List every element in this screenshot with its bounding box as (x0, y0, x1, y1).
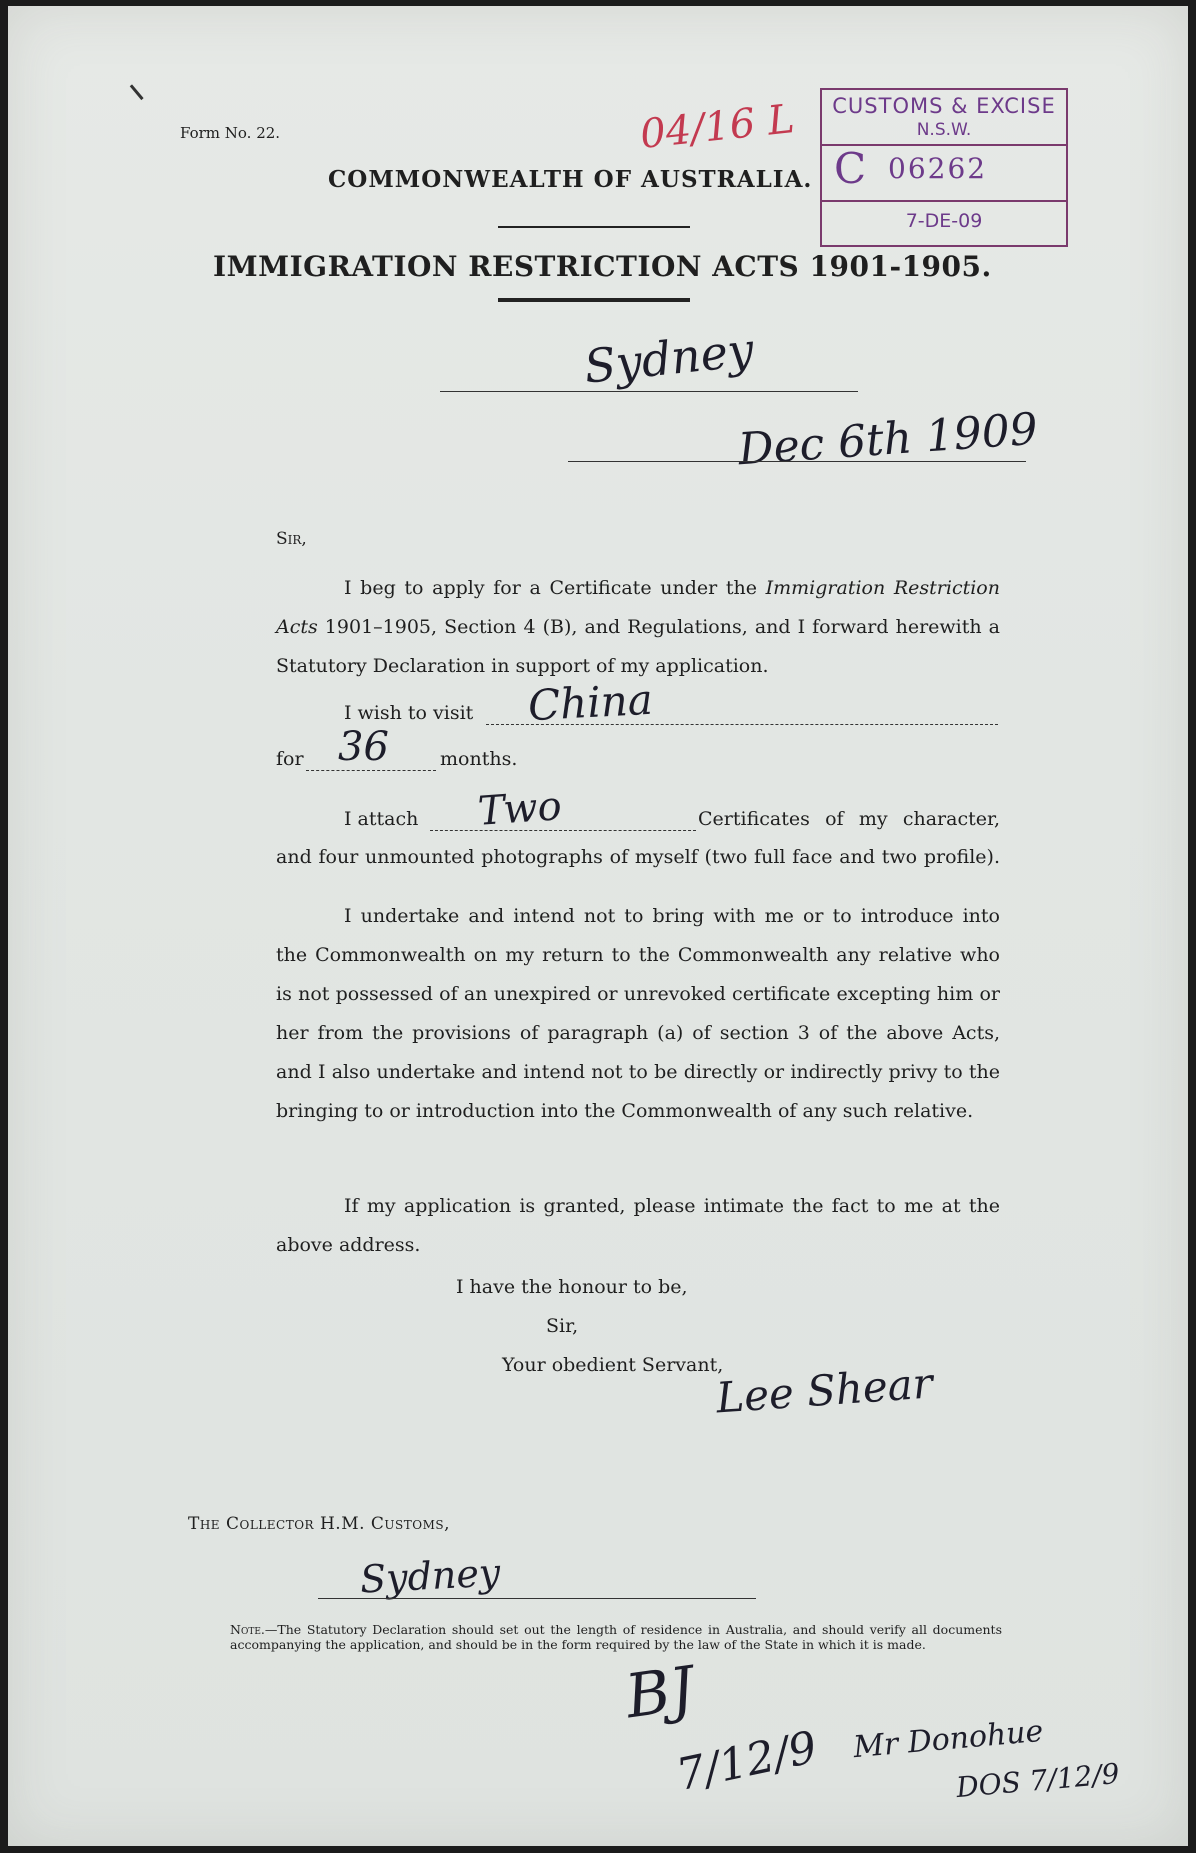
addressee-line (318, 1598, 756, 1599)
document-page (8, 6, 1188, 1846)
p1-text-a: I beg to apply for a Certificate under the (344, 577, 766, 599)
address-place-handwritten: Sydney (581, 322, 757, 394)
paragraph-application (276, 569, 1000, 686)
title-commonwealth: COMMONWEALTH OF AUSTRALIA. (328, 166, 813, 193)
addressee-place-handwritten: Sydney (358, 1550, 502, 1602)
title-rule (498, 226, 690, 228)
visit-label: I wish to visit (344, 702, 474, 724)
attach-count-handwritten: Two (476, 783, 564, 835)
stamp-line2: N.S.W. (916, 120, 972, 140)
address-place-line (440, 391, 858, 392)
attach-line (430, 830, 696, 831)
initials-date-handwritten: 7/12/9 (672, 1721, 822, 1802)
officer-initials-handwritten: DOS 7/12/9 (954, 1756, 1121, 1805)
stamp-date: 7-DE-09 (905, 210, 983, 232)
stamp-divider (822, 200, 1066, 202)
for-line (306, 770, 436, 771)
footnote-label: Note. (230, 1622, 265, 1637)
initials-handwritten: BJ (621, 1653, 699, 1733)
months-label: months. (440, 748, 518, 770)
binding-mark (130, 78, 152, 100)
salutation: Sir, (276, 529, 307, 549)
officer-handwritten: Mr Donohue (851, 1713, 1045, 1766)
visit-destination-handwritten: China (526, 674, 654, 731)
title-acts: IMMIGRATION RESTRICTION ACTS 1901-1905. (213, 250, 992, 283)
photos-text: and four unmounted photographs of myself (two full face and two profile). (276, 846, 1000, 868)
address-date-line (568, 461, 1026, 462)
stamp-number: 06262 (888, 152, 988, 185)
for-label: for (276, 748, 304, 770)
addressee-title: The Collector H.M. Customs, (188, 1514, 451, 1534)
stamp-line1: CUSTOMS & EXCISE (832, 94, 1056, 118)
footnote (230, 1622, 1002, 1652)
address-date-handwritten: Dec 6th 1909 (736, 403, 1040, 476)
customs-stamp (820, 88, 1068, 247)
attach-suffix: Certificates of my character, (698, 808, 1000, 830)
closing-line1: I have the honour to be, (456, 1276, 688, 1298)
closing-line2: Sir, (546, 1315, 579, 1337)
form-number: Form No. 22. (180, 124, 281, 142)
paragraph-undertaking: I undertake and intend not to bring with me or to introduce into the Commonwealth on my return to the Commonwealth any relative who is not possessed of an unexpired or unrevoked certificate excepting him or her from the provisions of paragraph (a) of section 3 of the above Acts, and I also undertake and intend not to be directly or indirectly privy to the bringing to or introduction into the Commonwealth of any such relative. (276, 905, 1000, 1122)
p1-text-b: 1901–1905, Section 4 (B), and Regulations, and I forward herewith a Statutory Declaration in support of my application. (276, 616, 1000, 677)
title-rule (498, 298, 690, 302)
p1-acts-italic: Immigration Restriction Acts (276, 577, 1000, 638)
reference-number-handwritten: 04/16 L (638, 96, 797, 158)
footnote-text: —The Statutory Declaration should set out the length of residence in Australia, and should verify all documents accompanying the application, and should be in the form required by the law of the State in which it is made. (230, 1622, 1002, 1652)
stamp-letter: C (834, 144, 867, 193)
signature-handwritten: Lee Shear (714, 1358, 935, 1423)
closing-line3: Your obedient Servant, (502, 1354, 724, 1376)
attach-label: I attach (344, 808, 419, 830)
paragraph-intimate: If my application is granted, please intimate the fact to me at the above address. (276, 1195, 1000, 1256)
months-value-handwritten: 36 (338, 724, 389, 770)
